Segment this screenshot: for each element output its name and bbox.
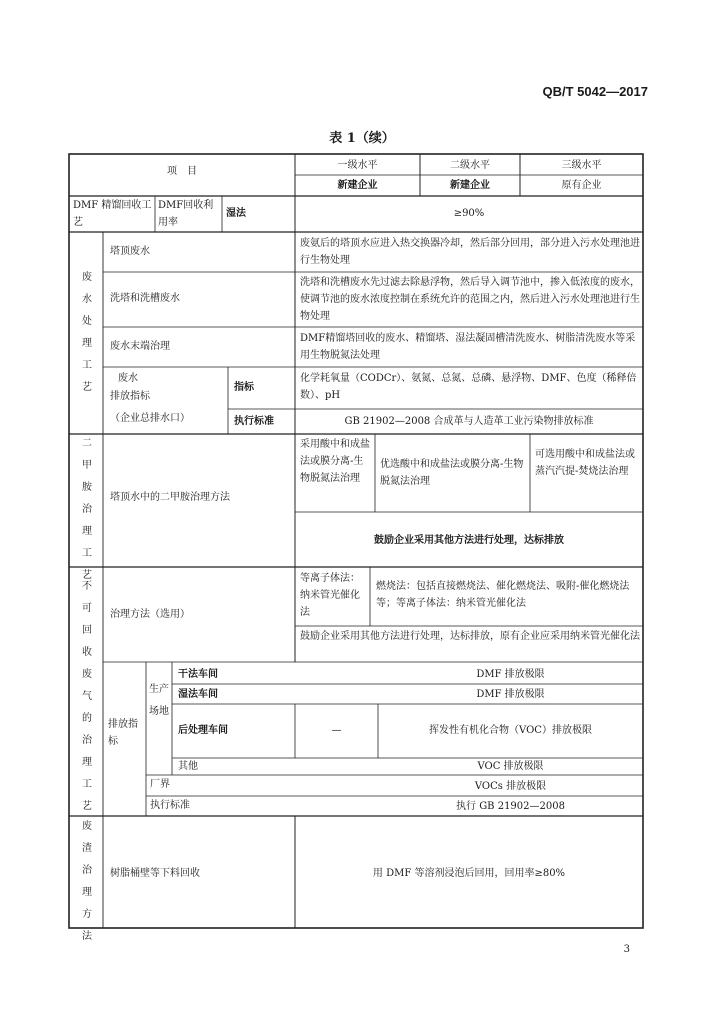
level3-header: 三级水平 — [561, 160, 602, 171]
gas-method-label: 治理方法（选用） — [110, 609, 190, 620]
washing-wastewater-label: 洗塔和洗槽废水 — [110, 293, 180, 304]
terminal-treatment-label: 废水末端治理 — [110, 341, 170, 352]
boundary-label: 厂界 — [150, 779, 170, 790]
dmf-rate-label: DMF回收利用率 — [158, 200, 214, 228]
waste-gas-category: 不可回收废气的治理工艺 — [82, 581, 92, 812]
post-workshop-value: 挥发性有机化合物（VOC）排放极限 — [429, 725, 592, 736]
level3-sub: 原有企业 — [561, 180, 602, 191]
indicator-text: 化学耗氧量（CODCr）、氨氮、总氮、总磷、悬浮物、DMF、色度（稀释倍数）、pH — [300, 373, 637, 401]
level1-sub: 新建企业 — [337, 180, 378, 191]
discharge-label-2: 排放指标 — [110, 391, 150, 402]
level2-sub: 新建企业 — [450, 180, 490, 191]
table-caption: 表 1（续） — [329, 131, 395, 146]
indicator-label: 指标 — [234, 382, 254, 393]
other-label: 其他 — [178, 761, 198, 772]
standard-text: GB 21902—2008 合成革与人造革工业污染物排放标准 — [344, 416, 594, 427]
tower-wastewater-text: 废氨后的塔顶水应进入热交换器冷却，然后部分回用，部分进入污水处理池进行生物处理 — [300, 238, 640, 266]
item-header: 项 目 — [167, 166, 197, 177]
standard-label: 执行标准 — [234, 416, 274, 427]
gas-standard-label: 执行标准 — [150, 800, 190, 811]
dma-level3-text: 可选用酸中和成盐法或蒸汽汽提-焚烧法治理 — [535, 449, 635, 477]
dmf-process-label: DMF 精馏回收工艺 — [73, 200, 152, 228]
level1-header: 一级水平 — [337, 160, 378, 171]
gas-encourage-text: 鼓励企业采用其他方法进行处理，达标排放，原有企业应采用纳米管光催化法 — [300, 631, 640, 642]
level2-header: 二级水平 — [450, 160, 490, 171]
dma-level2-text: 优选酸中和成盐法或膜分离-生物脱氮法治理 — [380, 459, 524, 487]
washing-wastewater-text: 洗塔和洗槽废水先过滤去除悬浮物，然后导入调节池中，掺入低浓度的废水，使调节池的废水浓度控制在系统允许的范围之内，然后进入污水处理池进行生物处理 — [300, 277, 640, 322]
residue-text: 用 DMF 等溶剂浸泡后回用，回用率≥80% — [372, 868, 566, 879]
plasma-method-text: 等离子体法：纳米管光催化法 — [300, 573, 360, 618]
residue-category: 废渣治理方法 — [82, 821, 92, 942]
dmf-rate-value: ≥90% — [453, 208, 485, 219]
emission-label: 排放指标 — [108, 719, 138, 747]
wastewater-category: 废水处理工艺 — [82, 272, 92, 393]
discharge-label-1: 废水 — [118, 373, 138, 384]
dry-workshop-value: DMF 排放极限 — [476, 669, 545, 680]
dma-method-label: 塔顶水中的二甲胺治理方法 — [110, 492, 230, 503]
post-workshop-label: 后处理车间 — [178, 725, 228, 736]
production-site-label: 生产场地 — [149, 684, 169, 717]
dma-encourage-text: 鼓励企业采用其他方法进行处理，达标排放 — [374, 535, 564, 546]
standard-number: QB/T 5042—2017 — [542, 84, 648, 99]
dry-workshop-label: 干法车间 — [178, 669, 218, 680]
other-value: VOC 排放极限 — [477, 761, 544, 772]
tower-wastewater-label: 塔顶废水 — [110, 246, 150, 257]
terminal-treatment-text: DMF精馏塔回收的废水、精馏塔、湿法凝固槽清洗废水、树脂清洗废水等采用生物脱氮法处理 — [300, 333, 636, 361]
wet-workshop-label: 湿法车间 — [178, 689, 218, 700]
burn-method-text: 燃烧法：包括直接燃烧法、催化燃烧法、吸附-催化燃烧法等；等离子体法：纳米管光催化法 — [376, 581, 630, 609]
boundary-value: VOCs 排放极限 — [474, 781, 547, 792]
discharge-label-3: （企业总排水口） — [110, 413, 190, 424]
dmf-method-label: 湿法 — [226, 208, 246, 219]
page-number: 3 — [623, 944, 630, 955]
wet-workshop-value: DMF 排放极限 — [476, 689, 545, 700]
dma-level1-text: 采用酸中和成盐法或膜分离-生物脱氮法治理 — [300, 439, 370, 484]
residue-label: 树脂桶壁等下料回收 — [110, 868, 200, 879]
post-workshop-dash: — — [331, 725, 342, 736]
dma-category: 二甲胺治理工艺 — [82, 438, 92, 581]
gas-standard-value: 执行 GB 21902—2008 — [456, 801, 565, 812]
